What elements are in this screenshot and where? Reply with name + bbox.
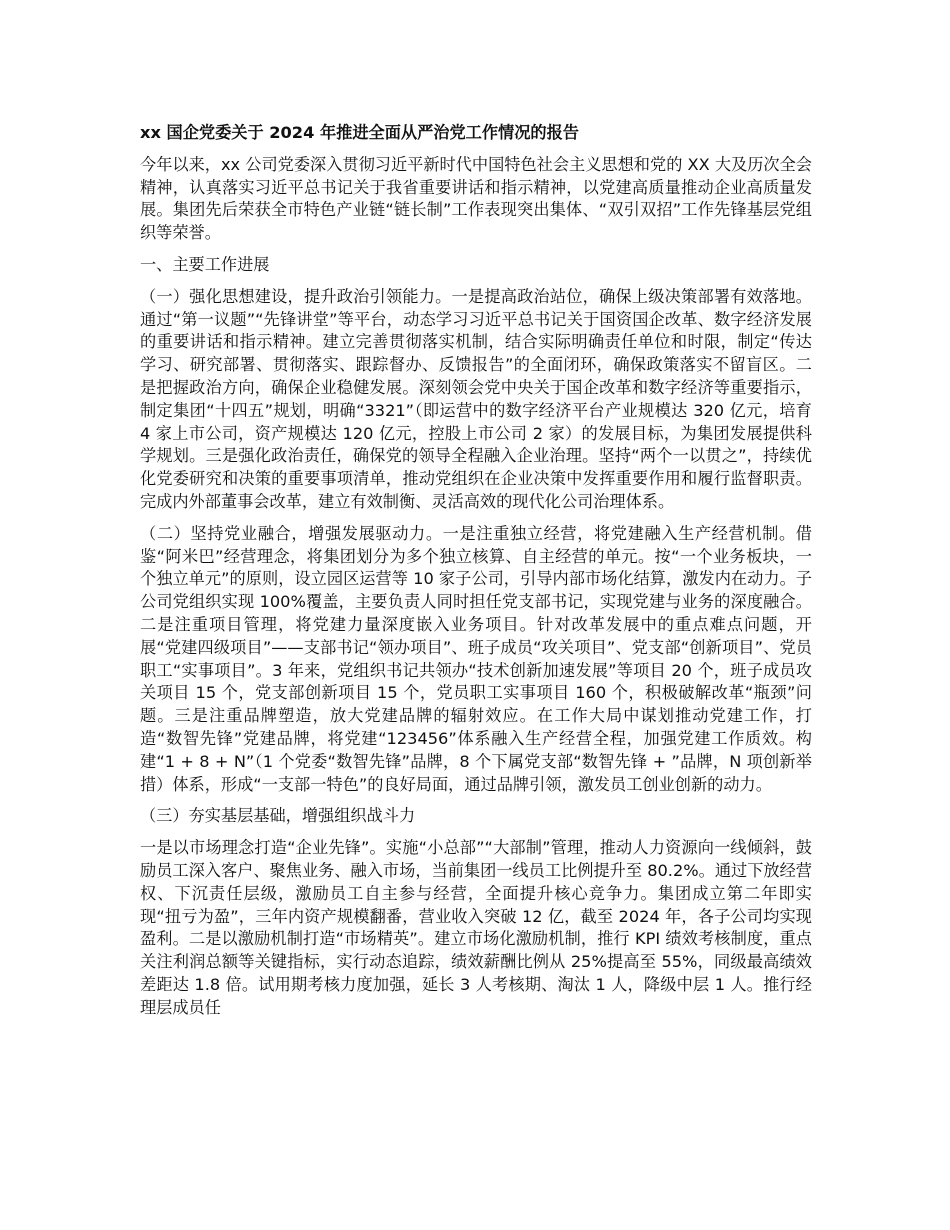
subsection-heading-grassroots: （三）夯实基层基础，增强组织战斗力 xyxy=(140,806,416,826)
paragraph-ideological-building: （一）强化思想建设，提升政治引领能力。一是提高政治站位，确保上级决策部署有效落地。通过“第一议题”“先锋讲堂”等平台，动态学习习近平总书记关于国资国企改革、数字经济发展的重要讲话和指示精神。建立完善贯彻落实机制，结合实际明确责任单位和时限，制定“传达学习、研究部署、贯彻落实、跟踪督办、反馈报告”的全面闭环，确保政策落实不留盲区。二是把握政治方向，确保企业稳健发展。深刻领会党中央关于国企改革和数字经济等重要指示，制定集团“十四五”规划，明确“3321”（即运营中的数字经济平台产业规模达 320 亿元，培育 4 家上市公司，资产规模达 120 亿元，控股上市公司 2 家）的发展目标，为集团发展提供科学规划。三是强化政治责任，确保党的领导全程融入企业治理。坚持“两个一以贯之”，持续优化党委研究和决策的重要事项清单，推动党组织在企业决策中发挥重要作用和履行监督职责。完成内外部董事会改革，建立有效制衡、灵活高效的现代化公司治理体系。 xyxy=(140,286,812,511)
intro-paragraph: 今年以来，xx 公司党委深入贯彻习近平新时代中国特色社会主义思想和党的 XX 大及历次全会精神，认真落实习近平总书记关于我省重要讲话和指示精神，以党建高质量推动企业高质量发展。集团先后荣获全市特色产业链“链长制”工作表现突出集体、“双引双招”工作先锋基层党组织等荣誉。 xyxy=(140,154,812,243)
document-title: xx 国企党委关于 2024 年推进全面从严治党工作情况的报告 xyxy=(140,123,579,142)
document-page xyxy=(140,122,812,1028)
paragraph-grassroots-foundation: 一是以市场理念打造“企业先锋”。实施“小总部”“大部制”管理，推动人力资源向一线倾斜，鼓励员工深入客户、聚焦业务、融入市场，当前集团一线员工比例提升至 80.2%。通过下放经营权、下沉责任层级，激励员工自主参与经营，全面提升核心竞争力。集团成立第二年即实现“扭亏为盈”，三年内资产规模翻番，营业收入突破 12 亿，截至 2024 年，各子公司均实现盈利。二是以激励机制打造“市场精英”。建立市场化激励机制，推行 KPI 绩效考核制度，重点关注利润总额等关键指标，实行动态追踪，绩效薪酬比例从 25%提高至 55%，同级最高绩效差距达 1.8 倍。试用期考核力度加强，延长 3 人考核期、淘汰 1 人，降级中层 1 人。推行经理层成员任 xyxy=(140,838,812,1017)
section-heading-main-progress: 一、主要工作进展 xyxy=(140,254,270,274)
paragraph-party-business-integration: （二）坚持党业融合，增强发展驱动力。一是注重独立经营，将党建融入生产经营机制。借鉴“阿米巴”经营理念，将集团划分为多个独立核算、自主经营的单元。按“一个业务板块，一个独立单元”的原则，设立园区运营等 10 家子公司，引导内部市场化结算，激发内在动力。子公司党组织实现 100%覆盖，主要负责人同时担任党支部书记，实现党建与业务的深度融合。二是注重项目管理，将党建力量深度嵌入业务项目。针对改革发展中的重点难点问题，开展“党建四级项目”——支部书记“领办项目”、班子成员“攻关项目”、党支部“创新项目”、党员职工“实事项目”。3 年来，党组织书记共领办“技术创新加速发展”等项目 20 个，班子成员攻关项目 15 个，党支部创新项目 15 个，党员职工实事项目 160 个，积极破解改革“瓶颈”问题。三是注重品牌塑造，放大党建品牌的辐射效应。在工作大局中谋划推动党建工作，打造“数智先锋”党建品牌，将党建“123456”体系融入生产经营全程，加强党建工作质效。构建“1 + 8 + N”（1 个党委“数智先锋”品牌，8 个下属党支部“数智先锋 + ”品牌，N 项创新举措）体系，形成“一支部一特色”的良好局面，通过品牌引领，激发员工创业创新的动力。 xyxy=(140,523,812,794)
